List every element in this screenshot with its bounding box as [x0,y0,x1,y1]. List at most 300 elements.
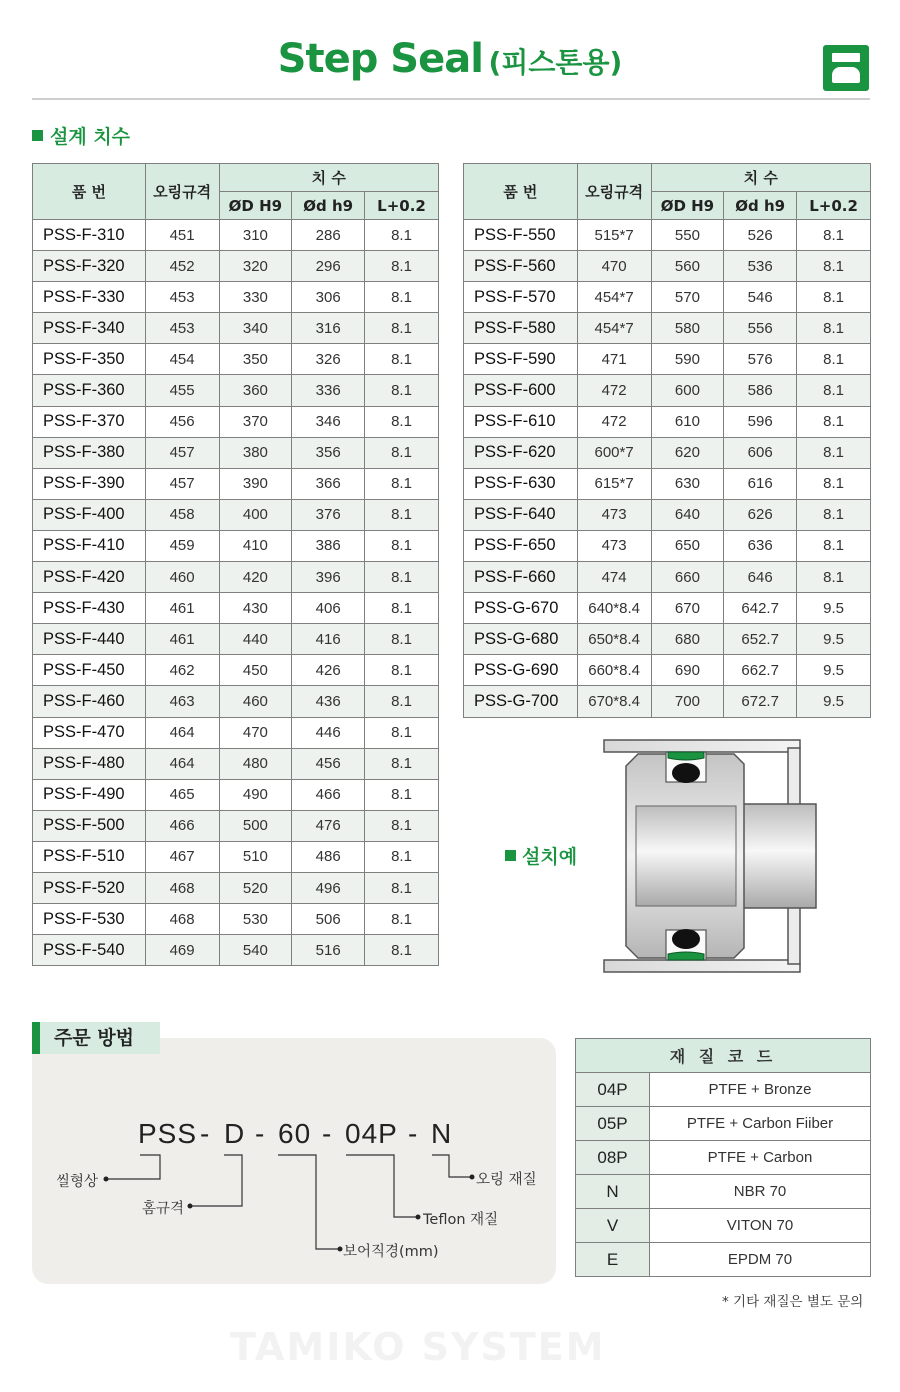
cell-oring: 464 [145,748,219,779]
label-teflon-material: Teflon 재질 [423,1212,499,1228]
cell-L: 8.1 [797,468,871,499]
table-row [33,686,439,717]
cell-D: 480 [219,748,292,779]
cell-D: 400 [219,499,292,530]
cell-D: 650 [651,530,724,561]
cell-L: 8.1 [797,282,871,313]
cell-oring: 650*8.4 [577,624,651,655]
cell-d: 662.7 [724,655,797,686]
material-row [576,1243,871,1277]
cell-oring: 473 [577,530,651,561]
cell-L: 9.5 [797,593,871,624]
cell-part-no: PSS-G-680 [464,624,578,655]
code-dash-4: - [408,1118,419,1149]
cell-d: 456 [292,748,365,779]
cell-L: 8.1 [365,935,439,966]
table-row [464,686,871,717]
cell-L: 8.1 [365,406,439,437]
material-desc: VITON 70 [650,1209,871,1243]
cell-oring: 660*8.4 [577,655,651,686]
material-header: 재 질 코 드 [576,1039,871,1073]
cell-oring: 461 [145,593,219,624]
cell-L: 9.5 [797,624,871,655]
table-row [33,748,439,779]
cell-D: 430 [219,593,292,624]
cell-L: 8.1 [365,810,439,841]
material-row [576,1175,871,1209]
header-part-no: 품 번 [33,164,146,220]
cell-L: 8.1 [797,313,871,344]
material-code: 08P [576,1141,650,1175]
label-seal-shape: 씰형상 [56,1174,99,1190]
cell-oring: 474 [577,562,651,593]
cell-part-no: PSS-F-570 [464,282,578,313]
table-row [33,530,439,561]
cell-d: 596 [724,406,797,437]
cell-d: 616 [724,468,797,499]
cell-oring: 454*7 [577,313,651,344]
table-row [33,872,439,903]
seal-category-icon [823,45,869,91]
cell-L: 8.1 [365,530,439,561]
material-row [576,1107,871,1141]
cell-L: 8.1 [365,375,439,406]
cell-D: 330 [219,282,292,313]
cell-part-no: PSS-F-410 [33,530,146,561]
cell-L: 8.1 [797,375,871,406]
table-row [33,810,439,841]
material-row [576,1141,871,1175]
cell-part-no: PSS-F-490 [33,779,146,810]
bullet-square-icon [32,130,43,141]
cell-part-no: PSS-F-550 [464,220,578,251]
material-desc: PTFE + Carbon [650,1141,871,1175]
cell-d: 346 [292,406,365,437]
cell-oring: 455 [145,375,219,406]
cell-d: 576 [724,344,797,375]
table-row [464,437,871,468]
order-code-leader-lines [32,1140,556,1270]
cell-L: 8.1 [365,841,439,872]
cell-part-no: PSS-F-460 [33,686,146,717]
cell-d: 546 [724,282,797,313]
cell-oring: 462 [145,655,219,686]
cell-oring: 473 [577,499,651,530]
code-dash-2: - [255,1118,266,1149]
material-code-table [575,1038,871,1277]
title-divider [32,98,870,100]
table-row [33,375,439,406]
table-row [464,282,871,313]
material-code: E [576,1243,650,1277]
cell-oring: 465 [145,779,219,810]
header-d: Ød h9 [292,192,365,220]
cell-D: 700 [651,686,724,717]
table-row [33,344,439,375]
cell-part-no: PSS-F-660 [464,562,578,593]
cell-part-no: PSS-F-480 [33,748,146,779]
cell-part-no: PSS-G-700 [464,686,578,717]
cell-d: 366 [292,468,365,499]
cell-oring: 469 [145,935,219,966]
cell-L: 8.1 [365,344,439,375]
header-L: L+0.2 [797,192,871,220]
section-design-dimensions [32,122,130,149]
cell-oring: 461 [145,624,219,655]
table-row [33,779,439,810]
cell-oring: 471 [577,344,651,375]
cell-D: 380 [219,437,292,468]
cell-part-no: PSS-F-360 [33,375,146,406]
cell-D: 660 [651,562,724,593]
cell-part-no: PSS-F-380 [33,437,146,468]
cell-d: 376 [292,499,365,530]
cell-L: 8.1 [365,717,439,748]
cell-D: 530 [219,904,292,935]
cell-d: 426 [292,655,365,686]
material-row [576,1073,871,1107]
cell-L: 9.5 [797,655,871,686]
cell-part-no: PSS-F-350 [33,344,146,375]
cell-L: 8.1 [797,406,871,437]
cell-d: 606 [724,437,797,468]
code-dash-3: - [322,1118,333,1149]
cell-d: 672.7 [724,686,797,717]
table-row [33,499,439,530]
cell-D: 320 [219,251,292,282]
table-row [33,251,439,282]
cell-d: 536 [724,251,797,282]
table-row [33,468,439,499]
cell-part-no: PSS-F-450 [33,655,146,686]
cell-D: 350 [219,344,292,375]
table-row [464,251,871,282]
cell-D: 520 [219,872,292,903]
cell-d: 466 [292,779,365,810]
cell-D: 440 [219,624,292,655]
table-row [33,406,439,437]
cell-part-no: PSS-F-420 [33,562,146,593]
cell-part-no: PSS-G-690 [464,655,578,686]
cell-L: 8.1 [365,686,439,717]
table-row [33,282,439,313]
cell-L: 9.5 [797,686,871,717]
cell-part-no: PSS-F-640 [464,499,578,530]
cell-L: 8.1 [797,344,871,375]
spec-table-right [463,163,871,718]
cell-d: 636 [724,530,797,561]
cell-oring: 453 [145,313,219,344]
spec-table-left [32,163,439,966]
code-part-bore: 60 [278,1118,312,1149]
table-row [464,220,871,251]
cell-D: 690 [651,655,724,686]
cell-D: 490 [219,779,292,810]
cell-part-no: PSS-F-600 [464,375,578,406]
cell-D: 600 [651,375,724,406]
table-row [33,935,439,966]
code-part-seal: PSS [138,1118,198,1149]
cell-oring: 468 [145,904,219,935]
material-desc: PTFE + Bronze [650,1073,871,1107]
material-desc: PTFE + Carbon Fiiber [650,1107,871,1141]
cell-oring: 472 [577,375,651,406]
cell-d: 626 [724,499,797,530]
cell-part-no: PSS-F-530 [33,904,146,935]
step-seal-top [668,752,704,760]
table-row [33,593,439,624]
cell-d: 386 [292,530,365,561]
cell-D: 390 [219,468,292,499]
cell-d: 486 [292,841,365,872]
cell-D: 570 [651,282,724,313]
cell-D: 620 [651,437,724,468]
title-sub: (피스톤용) [488,46,623,79]
table-row [33,313,439,344]
cell-D: 580 [651,313,724,344]
cell-L: 8.1 [365,437,439,468]
cell-oring: 640*8.4 [577,593,651,624]
cell-L: 8.1 [365,220,439,251]
cell-D: 540 [219,935,292,966]
cell-D: 420 [219,562,292,593]
cell-D: 340 [219,313,292,344]
cylinder-wall-top [604,740,800,752]
step-seal-bottom [668,952,704,960]
cell-part-no: PSS-G-670 [464,593,578,624]
cell-part-no: PSS-F-470 [33,717,146,748]
cell-part-no: PSS-F-630 [464,468,578,499]
cell-L: 8.1 [797,499,871,530]
cell-part-no: PSS-F-650 [464,530,578,561]
cell-D: 470 [219,717,292,748]
cell-oring: 467 [145,841,219,872]
cell-d: 556 [724,313,797,344]
material-row [576,1209,871,1243]
cell-oring: 600*7 [577,437,651,468]
cell-d: 516 [292,935,365,966]
material-desc: NBR 70 [650,1175,871,1209]
cell-L: 8.1 [797,562,871,593]
page-title [0,36,900,82]
cell-part-no: PSS-F-610 [464,406,578,437]
cell-d: 326 [292,344,365,375]
order-method-title: 주문 방법 [32,1022,160,1054]
table-row [464,624,871,655]
cell-D: 370 [219,406,292,437]
table-row [464,313,871,344]
cell-D: 550 [651,220,724,251]
cell-D: 500 [219,810,292,841]
header-dims: 치 수 [219,164,439,192]
header-dims: 치 수 [651,164,870,192]
cell-d: 586 [724,375,797,406]
cell-d: 336 [292,375,365,406]
table-row [464,562,871,593]
cell-L: 8.1 [365,562,439,593]
material-code: N [576,1175,650,1209]
cell-d: 436 [292,686,365,717]
title-main: Step Seal [277,36,483,82]
cell-oring: 670*8.4 [577,686,651,717]
cell-d: 406 [292,593,365,624]
cell-oring: 454*7 [577,282,651,313]
cell-part-no: PSS-F-330 [33,282,146,313]
cell-part-no: PSS-F-400 [33,499,146,530]
cell-L: 8.1 [797,251,871,282]
cell-d: 476 [292,810,365,841]
table-row [33,904,439,935]
label-groove-spec: 홈규격 [142,1201,185,1217]
cell-D: 410 [219,530,292,561]
header-d: Ød h9 [724,192,797,220]
cell-d: 652.7 [724,624,797,655]
cell-oring: 615*7 [577,468,651,499]
cell-D: 510 [219,841,292,872]
header-L: L+0.2 [365,192,439,220]
cell-part-no: PSS-F-580 [464,313,578,344]
table-row [33,717,439,748]
table-row [464,530,871,561]
cell-d: 396 [292,562,365,593]
cell-L: 8.1 [365,655,439,686]
cell-L: 8.1 [797,220,871,251]
table-row [33,220,439,251]
cell-oring: 458 [145,499,219,530]
cell-d: 416 [292,624,365,655]
table-row [33,624,439,655]
cell-part-no: PSS-F-390 [33,468,146,499]
cell-oring: 464 [145,717,219,748]
cell-D: 360 [219,375,292,406]
cell-oring: 463 [145,686,219,717]
cell-oring: 470 [577,251,651,282]
cell-D: 590 [651,344,724,375]
cell-part-no: PSS-F-310 [33,220,146,251]
bullet-square-icon [505,850,516,861]
cell-D: 610 [651,406,724,437]
cell-L: 8.1 [365,904,439,935]
cell-D: 630 [651,468,724,499]
cell-D: 670 [651,593,724,624]
cell-D: 640 [651,499,724,530]
header-part-no: 품 번 [464,164,578,220]
cell-oring: 452 [145,251,219,282]
cell-D: 310 [219,220,292,251]
cell-D: 560 [651,251,724,282]
code-dash-1: - [200,1118,211,1149]
cell-d: 526 [724,220,797,251]
label-oring-material: 오링 재질 [476,1172,537,1188]
cell-L: 8.1 [365,779,439,810]
header-D: ØD H9 [219,192,292,220]
cell-oring: 460 [145,562,219,593]
cell-part-no: PSS-F-370 [33,406,146,437]
cell-d: 316 [292,313,365,344]
oring-bottom [672,929,700,949]
cell-L: 8.1 [365,251,439,282]
cell-d: 286 [292,220,365,251]
code-part-groove: D [224,1118,246,1149]
cell-oring: 453 [145,282,219,313]
material-desc: EPDM 70 [650,1243,871,1277]
install-example-label: 설치예 [505,842,577,869]
cell-oring: 515*7 [577,220,651,251]
cell-part-no: PSS-F-520 [33,872,146,903]
cell-L: 8.1 [365,593,439,624]
material-code: V [576,1209,650,1243]
cell-oring: 456 [145,406,219,437]
cell-L: 8.1 [365,313,439,344]
section-dims-label: 설계 치수 [50,126,131,148]
cell-oring: 468 [145,872,219,903]
cell-d: 496 [292,872,365,903]
code-part-teflon: 04P [345,1118,398,1149]
cell-part-no: PSS-F-510 [33,841,146,872]
oring-top [672,763,700,783]
cell-d: 642.7 [724,593,797,624]
cell-L: 8.1 [365,282,439,313]
cell-d: 646 [724,562,797,593]
cell-L: 8.1 [365,872,439,903]
cell-oring: 454 [145,344,219,375]
table-row [33,655,439,686]
table-row [464,468,871,499]
cell-part-no: PSS-F-320 [33,251,146,282]
footnote: * 기타 재질은 별도 문의 [722,1294,864,1310]
cell-oring: 459 [145,530,219,561]
cell-oring: 457 [145,437,219,468]
table-row [464,375,871,406]
table-row [464,593,871,624]
label-bore-diameter: 보어직경(mm) [343,1244,439,1260]
cell-L: 8.1 [365,748,439,779]
cell-L: 8.1 [797,437,871,468]
table-row [464,499,871,530]
table-row [464,344,871,375]
cell-part-no: PSS-F-430 [33,593,146,624]
cell-d: 296 [292,251,365,282]
table-row [33,437,439,468]
cell-part-no: PSS-F-560 [464,251,578,282]
cell-oring: 457 [145,468,219,499]
table-row [464,655,871,686]
cell-oring: 466 [145,810,219,841]
material-code: 04P [576,1073,650,1107]
cylinder-wall-bottom [604,960,800,972]
cell-d: 356 [292,437,365,468]
piston-hub [636,806,736,906]
cell-oring: 472 [577,406,651,437]
cell-part-no: PSS-F-440 [33,624,146,655]
table-row [464,406,871,437]
cell-d: 306 [292,282,365,313]
cell-D: 680 [651,624,724,655]
cell-part-no: PSS-F-620 [464,437,578,468]
table-row [33,562,439,593]
cell-oring: 451 [145,220,219,251]
cell-D: 450 [219,655,292,686]
installation-diagram [600,736,820,976]
cell-part-no: PSS-F-590 [464,344,578,375]
cell-L: 8.1 [797,530,871,561]
table-row [33,841,439,872]
watermark-logo: TAMIKO SYSTEM [230,1325,606,1369]
cell-part-no: PSS-F-340 [33,313,146,344]
header-D: ØD H9 [651,192,724,220]
cell-part-no: PSS-F-540 [33,935,146,966]
cell-L: 8.1 [365,624,439,655]
